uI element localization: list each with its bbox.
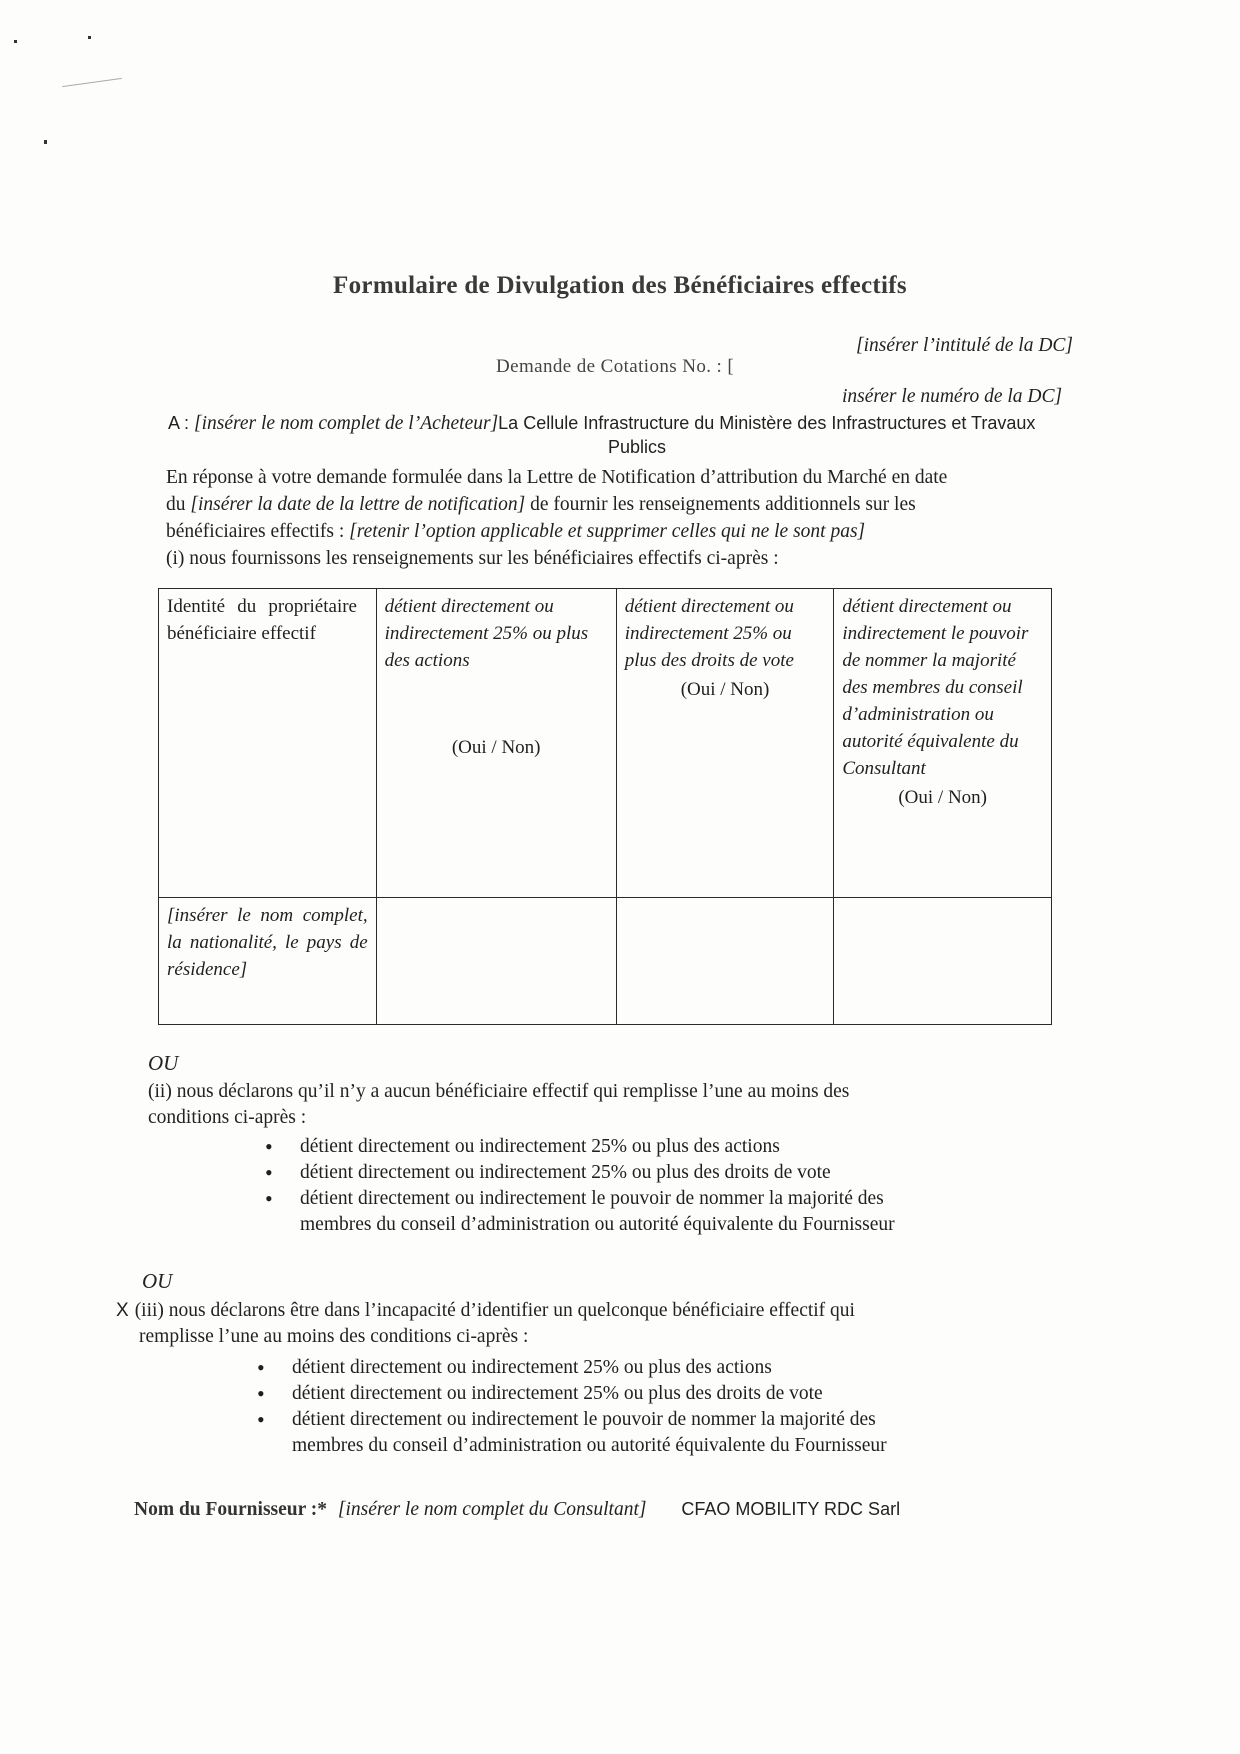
condition-text: détient directement ou indirectement 25% ou plus des droits de vote: [292, 1383, 823, 1404]
recipient-prefix: A :: [168, 413, 195, 433]
board-value-cell[interactable]: [834, 898, 1052, 1025]
beneficiary-name-cell[interactable]: [159, 898, 377, 1025]
table-header-votes: [616, 589, 834, 898]
oui-non-label: (Oui / Non): [680, 679, 770, 700]
recipient-value-cont: Publics: [608, 437, 667, 457]
option-3-text: (iii) nous déclarons être dans l’incapacité d’identifier un quelconque bénéficiaire effectif qui: [134, 1300, 855, 1321]
scan-speck: [14, 40, 17, 43]
dc-label: Demande de Cotations No. : [: [496, 356, 735, 377]
intro-text: de fournir les renseignements additionnels sur les: [525, 494, 916, 515]
table-header-actions: [376, 589, 616, 898]
supplier-value[interactable]: CFAO MOBILITY RDC Sarl: [681, 1499, 901, 1519]
table-header-row: [159, 589, 1052, 898]
oui-non-label: (Oui / Non): [451, 737, 541, 758]
page-title: Formulaire de Divulgation des Bénéficiaires effectifs: [333, 272, 907, 299]
intro-text: bénéficiaires effectifs :: [166, 521, 350, 542]
or-separator-2: OU: [142, 1269, 173, 1293]
header-cell: [625, 593, 826, 893]
option-1-text: (i) nous fournissons les renseignements sur les bénéficiaires effectifs ci-après :: [166, 548, 779, 569]
or-separator-1: OU: [148, 1051, 179, 1075]
bullet-icon: •: [257, 1381, 265, 1406]
list-item: [257, 1407, 1052, 1459]
supplier-placeholder: [insérer le nom complet du Consultant]: [337, 1499, 647, 1520]
bullet-icon: •: [265, 1134, 273, 1159]
list-item: [265, 1160, 1060, 1186]
header-text: détient directement ou indirectement 25% ou plus des actions: [384, 596, 589, 671]
scan-speck: [44, 140, 47, 144]
option-3-conditions: [257, 1355, 1052, 1459]
option-3-checkmark[interactable]: X: [116, 1300, 129, 1321]
condition-text: détient directement ou indirectement le pouvoir de nommer la majorité des: [300, 1188, 884, 1209]
table-header-identity: [159, 589, 377, 898]
list-item: [265, 1134, 1060, 1160]
intro-line-2: [166, 492, 916, 518]
option-3-line-1: [116, 1298, 855, 1324]
condition-text: détient directement ou indirectement 25% ou plus des actions: [292, 1357, 772, 1378]
beneficiary-table: [158, 588, 1052, 1025]
bullet-icon: •: [257, 1355, 265, 1380]
header-text: Identité du propriétaire bénéficiaire effectif: [167, 596, 357, 644]
intro-line-3: [166, 519, 865, 545]
dc-intitule-placeholder: [insérer l’intitulé de la DC]: [856, 335, 1074, 356]
option-3-line-2: remplisse l’une au moins des conditions ci-après :: [139, 1326, 529, 1347]
notification-date-placeholder: [insérer la date de la lettre de notification]: [190, 494, 526, 515]
header-cell: [842, 593, 1043, 893]
supplier-line: [134, 1496, 900, 1523]
votes-value-cell[interactable]: [616, 898, 834, 1025]
bullet-icon: •: [265, 1186, 273, 1211]
condition-text: détient directement ou indirectement 25% ou plus des actions: [300, 1136, 780, 1157]
list-item: [257, 1355, 1052, 1381]
recipient-line: [168, 410, 1035, 437]
condition-text: détient directement ou indirectement le pouvoir de nommer la majorité des: [292, 1409, 876, 1430]
scan-speck: [62, 78, 122, 87]
supplier-label: Nom du Fournisseur :*: [134, 1499, 328, 1520]
option-2-line-2: conditions ci-après :: [148, 1107, 307, 1128]
actions-value-cell[interactable]: [376, 898, 616, 1025]
intro-line-1: En réponse à votre demande formulée dans la Lettre de Notification d’attribution du Marché en date: [166, 467, 948, 488]
bullet-icon: •: [257, 1407, 265, 1432]
scan-speck: [88, 36, 91, 39]
condition-text: détient directement ou indirectement 25% ou plus des droits de vote: [300, 1162, 831, 1183]
header-cell: [385, 593, 608, 893]
table-header-board: [834, 589, 1052, 898]
option-instruction-placeholder: [retenir l’option applicable et supprimer celles qui ne le sont pas]: [349, 521, 866, 542]
list-item: [257, 1381, 1052, 1407]
option-2-conditions: [265, 1134, 1060, 1238]
dc-numero-placeholder: insérer le numéro de la DC]: [842, 386, 1063, 407]
condition-text: membres du conseil d’administration ou autorité équivalente du Fournisseur: [292, 1435, 887, 1456]
header-text: détient directement ou indirectement 25% ou plus des droits de vote: [624, 596, 794, 671]
bullet-icon: •: [265, 1160, 273, 1185]
recipient-value: La Cellule Infrastructure du Ministère des Infrastructures et Travaux: [498, 413, 1036, 433]
recipient-placeholder: [insérer le nom complet de l’Acheteur]: [194, 413, 499, 434]
table-row: [159, 898, 1052, 1025]
list-item: [265, 1186, 1060, 1238]
beneficiary-placeholder: [insérer le nom complet, la nationalité, le pays de résidence]: [167, 905, 368, 980]
condition-text: membres du conseil d’administration ou autorité équivalente du Fournisseur: [300, 1214, 895, 1235]
option-2-line-1: (ii) nous déclarons qu’il n’y a aucun bénéficiaire effectif qui remplisse l’une au moins des: [148, 1081, 850, 1102]
intro-text: du: [166, 494, 191, 515]
header-text: détient directement ou indirectement le pouvoir de nommer la majorité des membres du conseil d’administration ou autorité équivalente du Consultant: [842, 596, 1029, 779]
oui-non-label: (Oui / Non): [898, 787, 987, 808]
